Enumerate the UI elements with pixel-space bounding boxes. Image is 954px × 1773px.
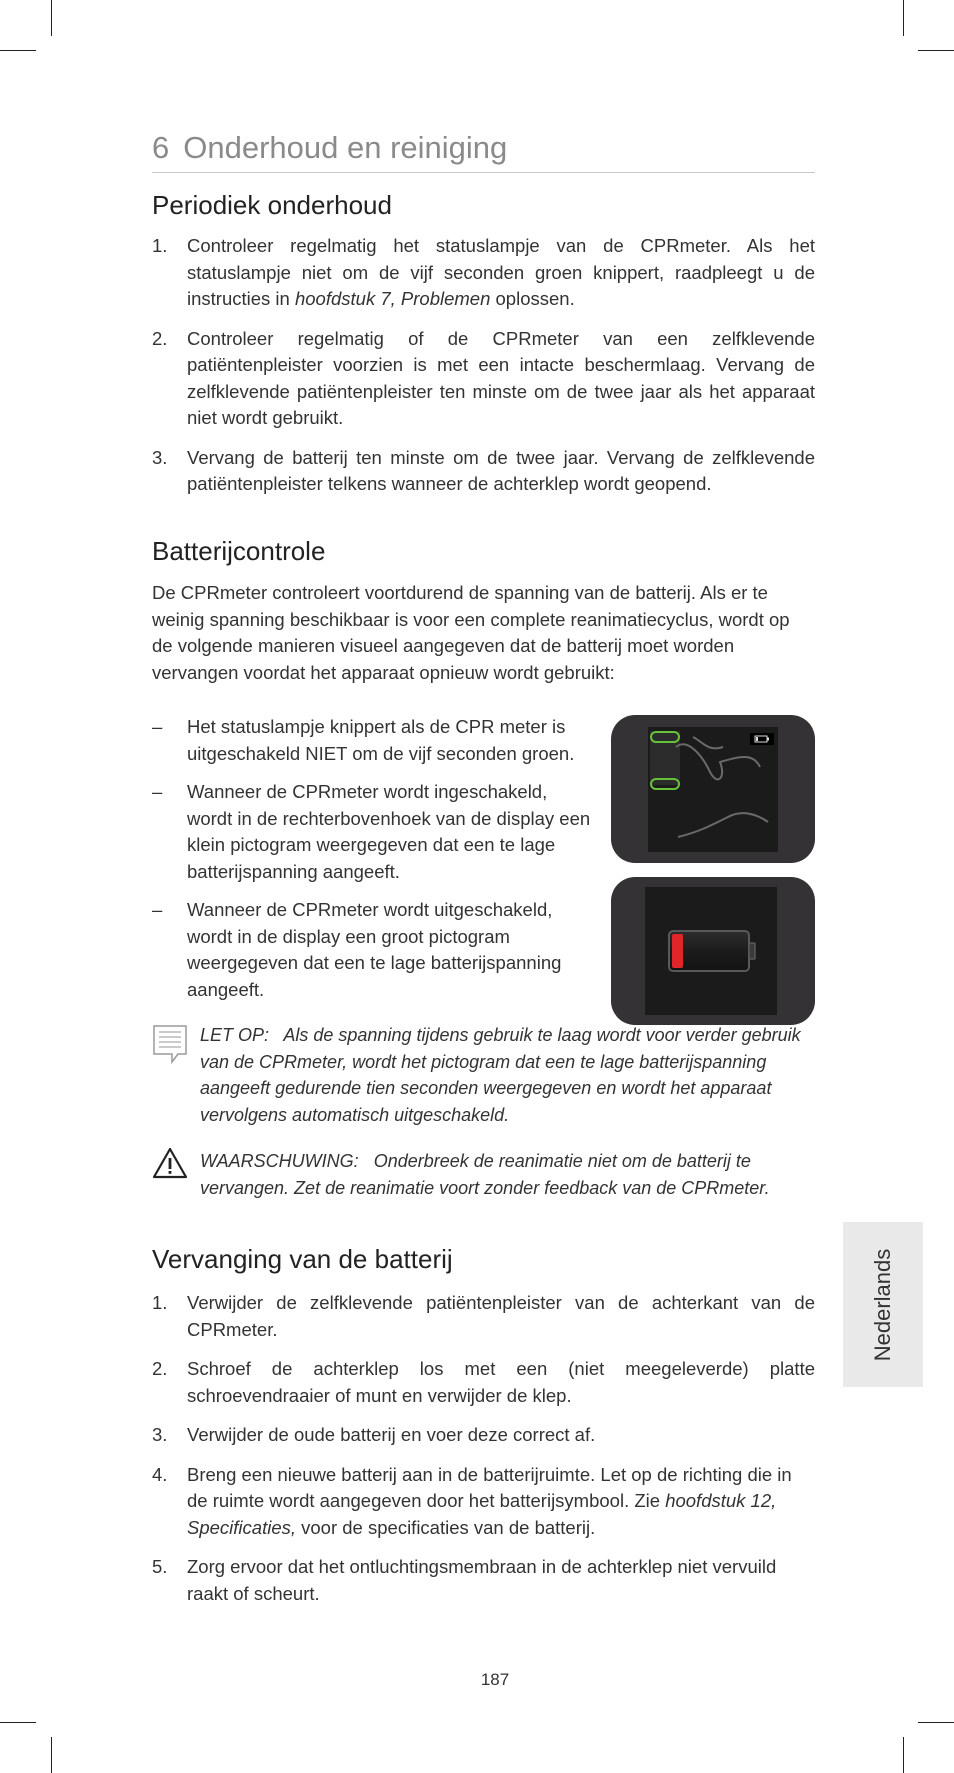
- warning-icon: [152, 1147, 188, 1184]
- section-heading-replacement: Vervanging van de batterij: [152, 1244, 453, 1274]
- patient-outline: [678, 813, 768, 837]
- language-side-tab: [843, 1222, 923, 1387]
- note-label: LET OP:: [200, 1025, 270, 1045]
- periodic-list: [152, 233, 815, 511]
- crop-mark: [918, 1722, 954, 1723]
- device-display-image-small-icon: [611, 715, 815, 863]
- chapter-number: 6: [152, 130, 170, 165]
- list-item: 2. Schroef de achterklep los met een (niet meegeleverde) platte schroevendraaier of munt en verwijder de klep.: [152, 1358, 815, 1406]
- crop-mark: [903, 1737, 904, 1773]
- list-item: – Het statuslampje knippert als de CPR meter is uitgeschakeld NIET om de vijf seconden groen.: [152, 716, 575, 764]
- crop-mark: [918, 50, 954, 51]
- list-item: 1. Controleer regelmatig het statuslampje van de CPRmeter. Als het statuslampje niet om de vijf seconden groen knippert, raadpleegt u de instructies in hoofdstuk 7, Problemen oplossen.: [152, 235, 815, 309]
- battery-check-bullets: [152, 714, 592, 1015]
- replacement-list: [152, 1290, 815, 1620]
- chapter-title: [152, 130, 815, 173]
- note-icon: [152, 1024, 188, 1073]
- warning-label: WAARSCHUWING:: [200, 1151, 359, 1171]
- list-item: 4. Breng een nieuwe batterij aan in de batterijruimte. Let op de richting die in de ruimte wordt aangegeven door het batterijsymbool. Zie hoofdstuk 12, Specificaties, voor de specificaties van de batterij.: [152, 1463, 792, 1538]
- language-label: Nederlands: [870, 1248, 895, 1361]
- battery-check-intro: De CPRmeter controleert voortdurend de spanning van de batterij. Als er te weinig spanning beschikbaar is voor een complete reanimatiecyclus, wordt op de volgende manieren visueel aangegeven dat de batterij moet worden vervangen voordat het apparaat opnieuw wordt gebruikt:: [152, 582, 790, 683]
- crop-mark: [51, 1737, 52, 1773]
- crop-mark: [0, 1722, 36, 1723]
- crop-mark: [903, 0, 904, 36]
- depth-bar: [650, 731, 680, 785]
- section-heading-periodic: Periodiek onderhoud: [152, 190, 392, 220]
- list-item: 3. Vervang de batterij ten minste om de twee jaar. Vervang de zelfklevende patiëntenpleister telkens wanneer de achterklep wordt geopend.: [152, 446, 815, 494]
- crop-mark: [0, 50, 36, 51]
- list-item: 5. Zorg ervoor dat het ontluchtingsmembraan in de achterklep niet vervuild raakt of scheurt.: [152, 1556, 777, 1604]
- device-screen: [648, 727, 778, 852]
- chapter-title-text: Onderhoud en reiniging: [183, 130, 508, 165]
- crop-mark: [51, 0, 52, 36]
- warning-text: WAARSCHUWING: Onderbreek de reanimatie niet om de batterij te vervangen. Zet de reanimatie voort zonder feedback van de CPRmeter.: [200, 1151, 770, 1198]
- list-item: – Wanneer de CPRmeter wordt ingeschakeld, wordt in de rechterbovenhoek van de display een klein pictogram weergegeven dat een te lage batterijspanning aangeeft.: [152, 781, 591, 882]
- list-item: 2. Controleer regelmatig of de CPRmeter van een zelfklevende patiëntenpleister voorzien is met een intacte beschermlaag. Vervang de zelfklevende patiëntenpleister ten minste om de twee jaar als het apparaat niet wordt gebruikt.: [152, 327, 815, 428]
- chapter-reference: hoofdstuk 7, Problemen: [294, 288, 491, 309]
- page-number: 187: [480, 1670, 510, 1689]
- battery-low-level: [672, 934, 683, 968]
- chapter-reference: hoofdstuk 12, Specificaties,: [187, 1490, 777, 1538]
- device-display-image-large-icon: [611, 877, 815, 1025]
- section-heading-battery-check: Batterijcontrole: [152, 536, 326, 566]
- large-battery-icon: [645, 887, 777, 1015]
- rescuer-outline: [676, 744, 760, 779]
- device-screen: [645, 887, 777, 1015]
- list-item: 3. Verwijder de oude batterij en voer deze correct af.: [152, 1424, 596, 1445]
- cpr-display-graphic: [648, 727, 778, 852]
- note-text: LET OP: Als de spanning tijdens gebruik te laag wordt voor verder gebruik van de CPRmeter, wordt het pictogram dat een te lage batterijspanning aangeeft gedurende tien seconden weergegeven en wordt het apparaat vervolgens automatisch uitgeschakeld.: [200, 1025, 801, 1125]
- list-item: 1. Verwijder de zelfklevende patiëntenpleister van de achterkant van de CPRmeter.: [152, 1292, 815, 1340]
- list-item: – Wanneer de CPRmeter wordt uitgeschakeld, wordt in de display een groot pictogram weergegeven dat een te lage batterijspanning aangeeft.: [152, 899, 562, 1000]
